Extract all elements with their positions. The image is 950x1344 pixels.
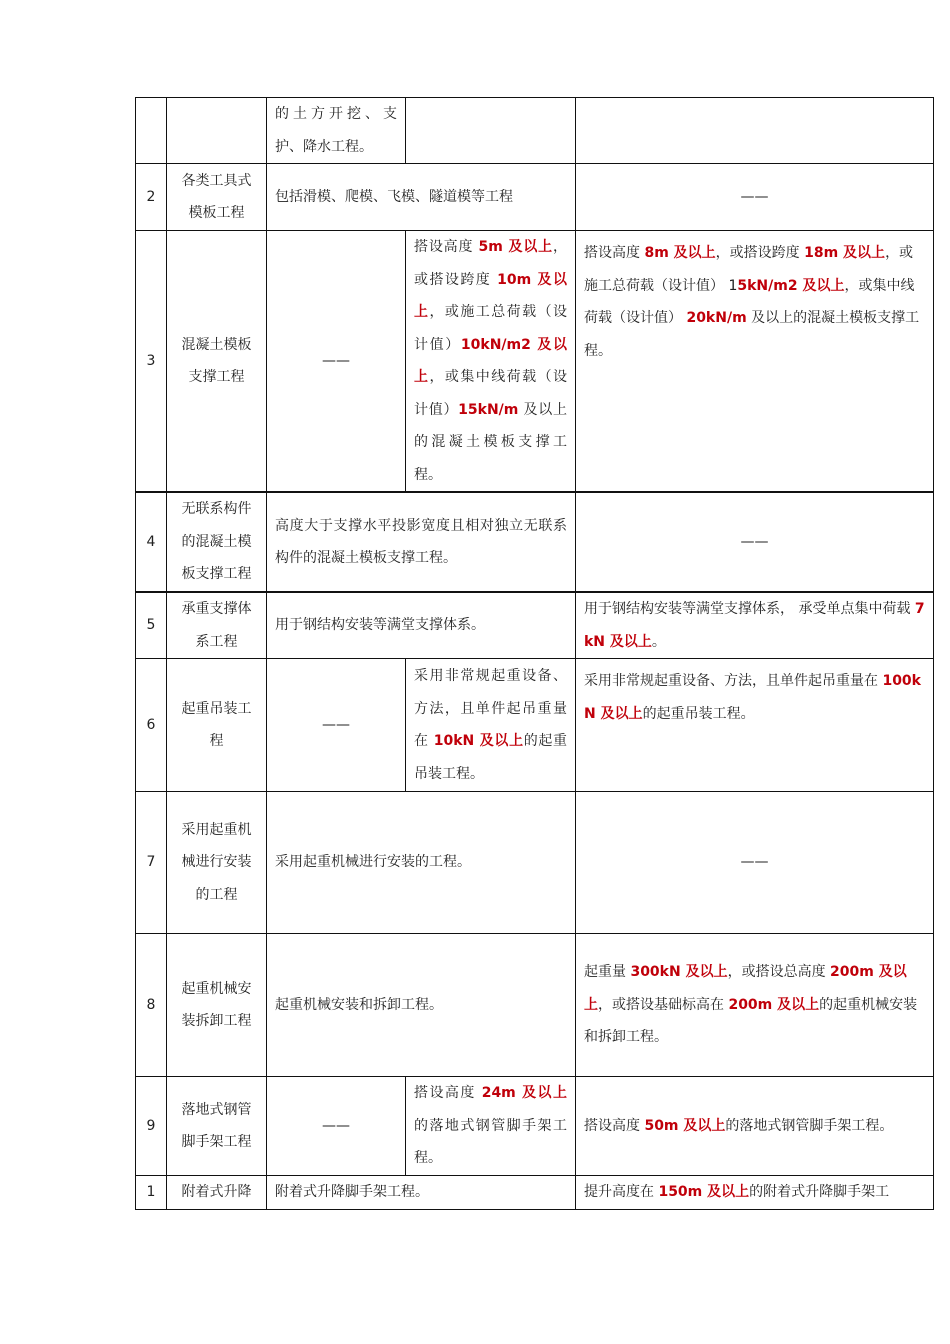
row-major-threshold-text: 用于钢结构安装等满堂支撑体系， 承受单点集中荷载 7kN 及以上。 (576, 592, 934, 659)
table-row (136, 792, 934, 934)
row-number: 5 (136, 592, 167, 659)
table-row (136, 164, 934, 231)
table-row (136, 934, 934, 1077)
row-name: 各类工具式模板工程 (167, 164, 267, 231)
row-major-threshold-text: 起重量 300kN 及以上，或搭设总高度 200m 及以上，或搭设基础标高在 200m 及以上的起重机械安装和拆卸工程。 (576, 934, 934, 1077)
row-number: 7 (136, 792, 167, 934)
row-scope-text: —— (267, 1077, 406, 1176)
row-number: 8 (136, 934, 167, 1077)
row-scope-text: 高度大于支撑水平投影宽度且相对独立无联系构件的混凝土模板支撑工程。 (267, 492, 576, 592)
table-row (136, 231, 934, 493)
table-row (136, 659, 934, 792)
row-number: 2 (136, 164, 167, 231)
row-major-threshold-text: —— (576, 792, 934, 934)
row-major-threshold-text: 搭设高度 8m 及以上，或搭设跨度 18m 及以上，或施工总荷载（设计值） 15kN/m2 及以上，或集中线荷载（设计值） 20kN/m 及以上的混凝土模板支撑工程。 (576, 231, 934, 493)
row-major-threshold-text: —— (576, 164, 934, 231)
row-threshold-text: 搭设高度 24m 及以上的落地式钢管脚手架工程。 (406, 1077, 576, 1176)
row-name: 采用起重机械进行安装的工程 (167, 792, 267, 934)
row-scope-text: 用于钢结构安装等满堂支撑体系。 (267, 592, 576, 659)
row-number: 4 (136, 492, 167, 592)
table-row (136, 1077, 934, 1176)
row-number: 1 (136, 1176, 167, 1210)
table-row (136, 98, 934, 164)
row-name: 落地式钢管脚手架工程 (167, 1077, 267, 1176)
row-scope-text: —— (267, 659, 406, 792)
row-name: 起重吊装工程 (167, 659, 267, 792)
row-major-threshold-text: 提升高度在 150m 及以上的附着式升降脚手架工 (576, 1176, 934, 1210)
row-scope-text: 采用起重机械进行安装的工程。 (267, 792, 576, 934)
row-number (136, 98, 167, 164)
row-threshold-text: 搭设高度 5m 及以上，或搭设跨度 10m 及以上，或施工总荷载（设计值）10kN/m2 及以上，或集中线荷载（设计值）15kN/m 及以上的混凝土模板支撑工程。 (406, 231, 576, 493)
row-scope-text: 包括滑模、爬模、飞模、隧道模等工程 (267, 164, 576, 231)
row-name: 混凝土模板支撑工程 (167, 231, 267, 493)
row-major-threshold-text: 采用非常规起重设备、方法，且单件起吊重量在 100kN 及以上的起重吊装工程。 (576, 659, 934, 792)
row-number: 9 (136, 1077, 167, 1176)
row-scope-text: 的土方开挖、支护、降水工程。 (267, 98, 406, 164)
row-major-threshold-text: —— (576, 492, 934, 592)
table-row (136, 492, 934, 592)
row-name: 附着式升降 (167, 1176, 267, 1210)
row-scope-text: 起重机械安装和拆卸工程。 (267, 934, 576, 1077)
row-name: 承重支撑体系工程 (167, 592, 267, 659)
row-name: 无联系构件的混凝土模板支撑工程 (167, 492, 267, 592)
row-threshold-text (406, 98, 576, 164)
row-threshold-text: 采用非常规起重设备、方法，且单件起吊重量在 10kN 及以上的起重吊装工程。 (406, 659, 576, 792)
table-row (136, 1176, 934, 1210)
row-scope-text: —— (267, 231, 406, 493)
row-name (167, 98, 267, 164)
row-name: 起重机械安装拆卸工程 (167, 934, 267, 1077)
regulation-table (135, 97, 934, 1210)
row-number: 6 (136, 659, 167, 792)
row-major-threshold-text (576, 98, 934, 164)
row-scope-text: 附着式升降脚手架工程。 (267, 1176, 576, 1210)
row-major-threshold-text: 搭设高度 50m 及以上的落地式钢管脚手架工程。 (576, 1077, 934, 1176)
row-number: 3 (136, 231, 167, 493)
table-row (136, 592, 934, 659)
